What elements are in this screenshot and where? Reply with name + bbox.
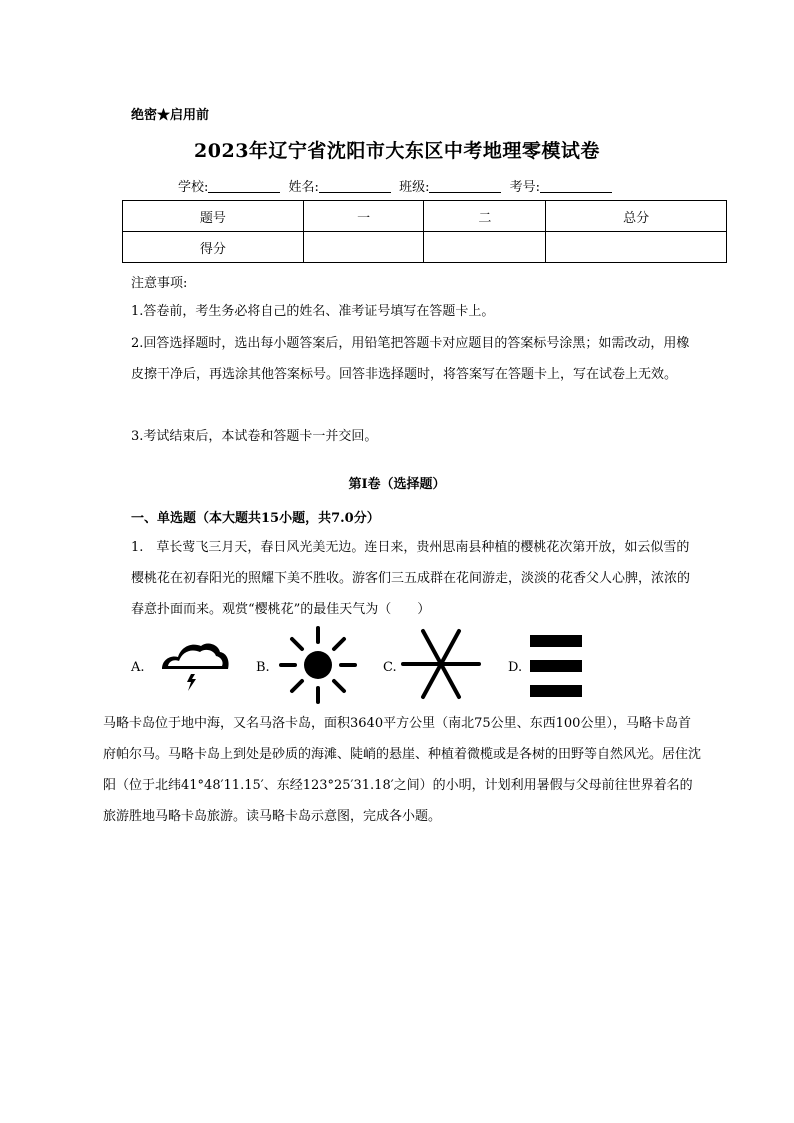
option-d-label: D. (508, 660, 523, 675)
notes-heading: 注意事项: (131, 276, 188, 291)
row-label-cell: 得分 (123, 232, 304, 263)
header-cell: 一 (303, 201, 424, 232)
question-1-text: 1. 草长莺飞三月天，春日风光美无边。连日来，贵州思南县种植的樱桃花次第开放，如云似雪的樱桃花在初春阳光的照耀下美不胜收。游客们三五成群在花间游走，淡淡的花香父人心脾，浓浓的春意扑面而来。观赏“樱桃花”的最佳天气为（ ） (131, 540, 691, 617)
score-cell (546, 232, 727, 263)
note-item-1: 1.答卷前，考生务必将自己的姓名、准考证号填写在答题卡上。 (131, 304, 495, 319)
class-label: 班级: (399, 180, 430, 195)
passage-text: 马略卡岛位于地中海，又名马洛卡岛，面积3640平方公里（南北75公里、东西100公里），马略卡岛首府帕尔马。马略卡岛上到处是砂质的海滩、陡峭的悬崖、种植着微榄或是各树的田野等自然风光。居住沈阳（位于北纬41°48′11.15′、东经123°25′31.18′之间）的小明，计划利用暑假与父母前往世界着名的旅游胜地马略卡岛旅游。读马略卡岛示意图，完成各小题。 (103, 716, 702, 824)
school-label: 学校: (178, 180, 209, 195)
fog-icon (530, 635, 582, 697)
option-a-label: A. (131, 660, 145, 675)
header-cell: 二 (424, 201, 546, 232)
header-cell: 题号 (123, 201, 304, 232)
score-cell (424, 232, 546, 263)
note-item-3: 3.考试结束后，本试卷和答题卡一并交回。 (131, 429, 378, 444)
exam-no-label: 考号: (509, 180, 540, 195)
section-subtitle: 一、单选题（本大题共15小题，共7.0分） (131, 511, 380, 526)
class-blank (429, 180, 501, 193)
table-row (123, 232, 727, 263)
option-c-label: C. (383, 660, 397, 675)
exam-no-blank (540, 180, 612, 193)
header-cell: 总分 (546, 201, 727, 232)
note-item-2: 2.回答选择题时，选出每小题答案后，用铅笔把答题卡对应题目的答案标号涂黑；如需改动，用橡皮擦干净后，再选涂其他答案标号。回答非选择题时，将答案写在答题卡上，写在试卷上无效。 (131, 336, 690, 382)
name-label: 姓名: (288, 180, 319, 195)
score-cell (303, 232, 424, 263)
name-blank (319, 180, 391, 193)
rain-cloud-icon (158, 638, 230, 694)
student-info-line (0, 176, 794, 195)
section-title: 第I卷（选择题） (348, 477, 446, 492)
school-blank (208, 180, 280, 193)
confidential-label: 绝密★启用前 (131, 108, 210, 123)
score-table (122, 200, 727, 263)
option-b-label: B. (256, 660, 270, 675)
sun-icon (278, 625, 358, 705)
table-row (123, 201, 727, 232)
exam-title: 2023年辽宁省沈阳市大东区中考地理零模试卷 (194, 140, 600, 162)
snowflake-icon (401, 628, 481, 700)
